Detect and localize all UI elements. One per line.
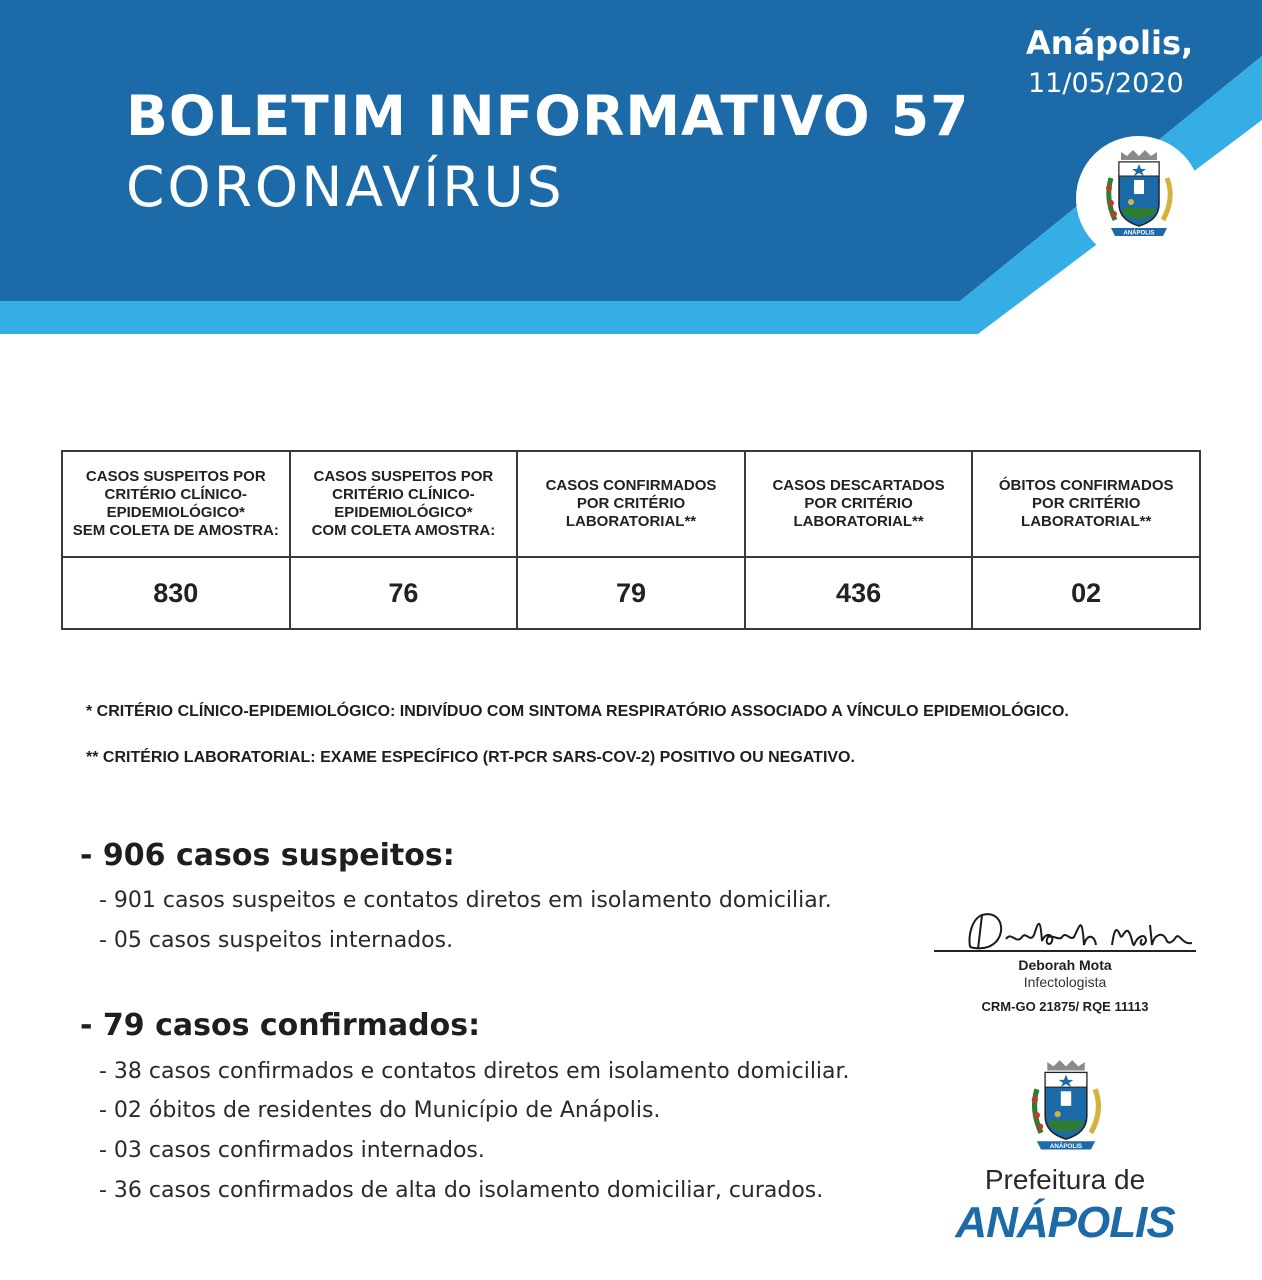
list-item: - 36 casos confirmados de alta do isolamento domiciliar, curados. [99, 1178, 824, 1203]
table-row [62, 557, 1200, 629]
footnote-clinical: * CRITÉRIO CLÍNICO-EPIDEMIOLÓGICO: INDIVÍDUO COM SINTOMA RESPIRATÓRIO ASSOCIADO A VÍNCULO EPIDEMIOLÓGICO. [86, 703, 1069, 720]
prefeitura-city-logo: ANÁPOLIS [955, 1198, 1175, 1247]
value-discarded: 436 [745, 557, 973, 629]
list-item: - 02 óbitos de residentes do Município de Anápolis. [99, 1098, 661, 1123]
header-suspected-without-sample: CASOS SUSPEITOS POR CRITÉRIO CLÍNICO- EPIDEMIOLÓGICO* SEM COLETA DE AMOSTRA: [62, 451, 290, 557]
confirmed-heading: - 79 casos confirmados: [80, 1008, 481, 1043]
bulletin-title: BOLETIM INFORMATIVO 57 [126, 84, 970, 148]
list-item: - 901 casos suspeitos e contatos diretos em isolamento domiciliar. [99, 888, 832, 913]
header-suspected-with-sample: CASOS SUSPEITOS POR CRITÉRIO CLÍNICO- EPIDEMIOLÓGICO* COM COLETA AMOSTRA: [290, 451, 518, 557]
anapolis-coat-of-arms-icon [1016, 1058, 1116, 1162]
value-deaths: 02 [972, 557, 1200, 629]
footnote-laboratorial: ** CRITÉRIO LABORATORIAL: EXAME ESPECÍFICO (RT-PCR SARS-COV-2) POSITIVO OU NEGATIVO. [86, 749, 855, 766]
signatory-name: Deborah Mota [1018, 957, 1112, 973]
anapolis-coat-of-arms-icon [1097, 148, 1181, 248]
bulletin-city: Anápolis, [1026, 24, 1194, 62]
header-discarded: CASOS DESCARTADOS POR CRITÉRIO LABORATORIAL** [745, 451, 973, 557]
value-confirmed: 79 [517, 557, 745, 629]
list-item: - 05 casos suspeitos internados. [99, 928, 454, 953]
svg-text:ANÁPOLIS: ANÁPOLIS [1049, 1142, 1083, 1150]
list-item: - 03 casos confirmados internados. [99, 1138, 485, 1163]
header-confirmed: CASOS CONFIRMADOS POR CRITÉRIO LABORATORIAL** [517, 451, 745, 557]
suspected-heading: - 906 casos suspeitos: [80, 838, 455, 873]
list-item: - 38 casos confirmados e contatos diretos em isolamento domiciliar. [99, 1059, 850, 1084]
signatory-role: Infectologista [1023, 974, 1107, 990]
bulletin-subtitle: CORONAVÍRUS [126, 155, 565, 219]
value-suspected-without-sample: 830 [62, 557, 290, 629]
table-header-row [62, 451, 1200, 557]
bulletin-date: 11/05/2020 [1028, 68, 1184, 99]
prefeitura-label: Prefeitura de [984, 1164, 1146, 1195]
header-deaths: ÓBITOS CONFIRMADOS POR CRITÉRIO LABORATORIAL** [972, 451, 1200, 557]
svg-text:ANÁPOLIS: ANÁPOLIS [1123, 230, 1155, 237]
value-suspected-with-sample: 76 [290, 557, 518, 629]
handwritten-signature [962, 905, 1202, 955]
cases-table [61, 450, 1201, 630]
signature-line [934, 950, 1196, 952]
signatory-registration: CRM-GO 21875/ RQE 11113 [981, 999, 1149, 1014]
